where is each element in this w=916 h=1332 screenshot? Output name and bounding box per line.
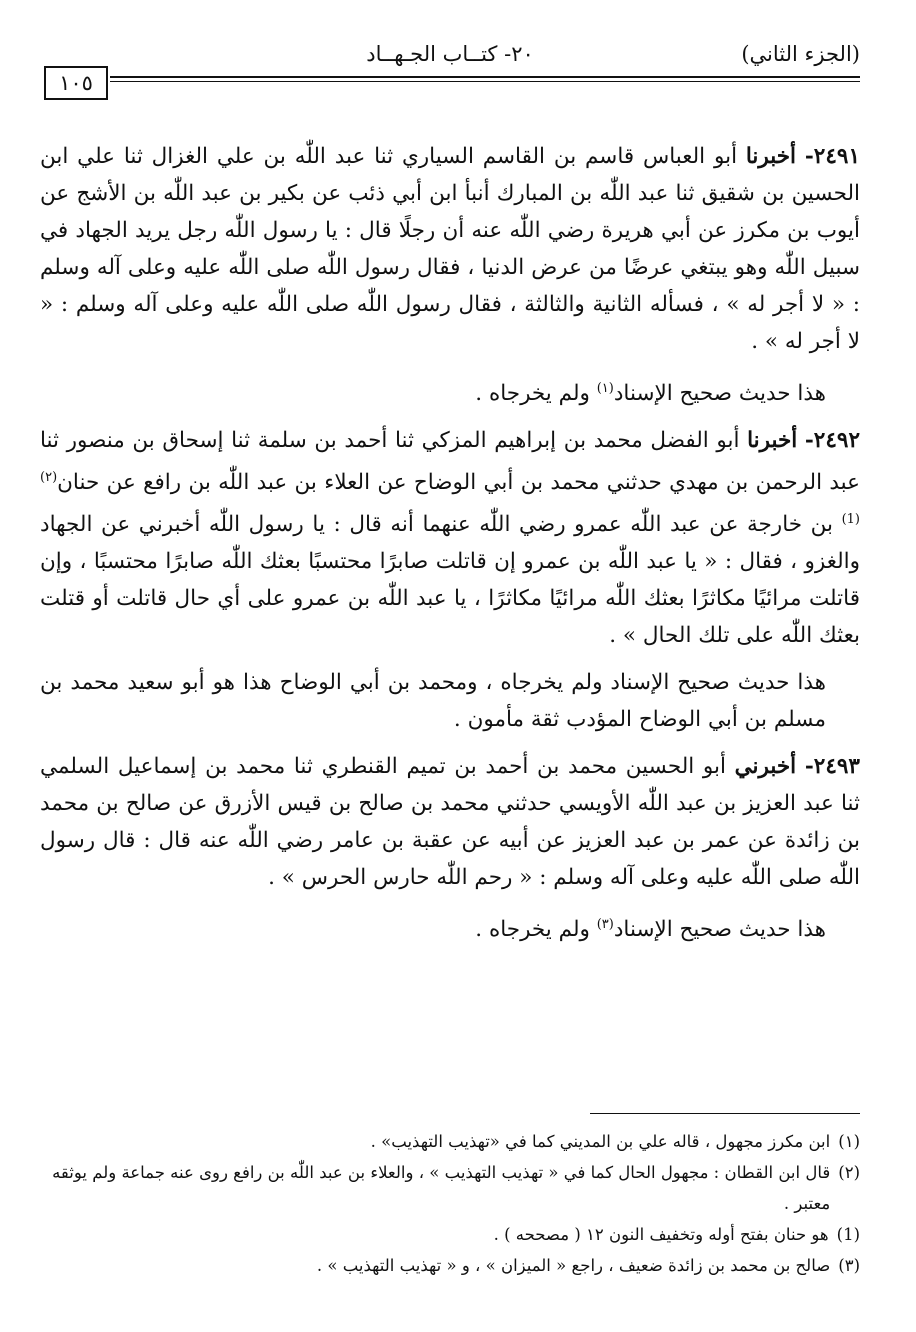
hadith-lead: أخبرنا bbox=[747, 428, 798, 454]
hadith-number: ٢٤٩٣- bbox=[804, 754, 860, 780]
footnote-text: صالح بن محمد بن زائدة ضعيف ، راجع « الميزان » ، و « تهذيب التهذيب » . bbox=[316, 1256, 831, 1275]
footnote bbox=[40, 1219, 860, 1250]
verdict-text-end: ولم يخرجاه . bbox=[475, 381, 597, 407]
hadith-2492 bbox=[40, 422, 860, 654]
hadith-verdict bbox=[40, 370, 860, 412]
hadith-2493 bbox=[40, 748, 860, 896]
verdict-text: هذا حديث صحيح الإسناد bbox=[613, 917, 826, 943]
hadith-verdict: هذا حديث صحيح الإسناد ولم يخرجاه ، ومحمد بن أبي الوضاح هذا هو أبو سعيد محمد بن مسلم بن أبي الوضاح المؤدب ثقة مأمون . bbox=[40, 670, 826, 733]
hadith-lead: أخبرنا bbox=[745, 144, 797, 169]
hadith-number: ٢٤٩١- bbox=[804, 144, 860, 169]
hadith-2491 bbox=[40, 138, 860, 360]
hadith-lead: أخبرني bbox=[734, 754, 797, 780]
header-chapter: ٢٠- كتــاب الجـهــاد bbox=[366, 42, 534, 66]
verdict-text-end: ولم يخرجاه . bbox=[475, 917, 597, 943]
header-rule bbox=[110, 76, 860, 78]
footnote-mark: (١) bbox=[838, 1132, 860, 1151]
header-rule-thin bbox=[110, 81, 860, 82]
footnote-ref: (١) bbox=[596, 381, 614, 396]
footnote-mark: (1) bbox=[836, 1225, 860, 1244]
page-body bbox=[40, 138, 860, 949]
page bbox=[40, 40, 860, 959]
footnote-mark: (٣) bbox=[838, 1256, 860, 1275]
running-header bbox=[40, 40, 860, 95]
header-part: (الجزء الثاني) bbox=[741, 42, 860, 66]
footnote-ref: (٣) bbox=[596, 917, 614, 933]
hadith-number: ٢٤٩٢- bbox=[804, 428, 860, 454]
hadith-text: أبو العباس قاسم بن القاسم السياري ثنا عبد اللّٰه بن علي الغزال ثنا علي ابن الحسين بن شقيق ثنا عبد اللّٰه بن المبارك أنبأ ابن أبي ذئب عن بكير بن عبد اللّٰه بن الأشج عن أيوب بن مكرز عن أبي هريرة رضي اللّٰه عنه أن رجلًا قال : يا رسول اللّٰه رجل يريد الجهاد في سبيل اللّٰه وهو يبتغي عرضًا من عرض الدنيا ، فقال رسول اللّٰه صلى اللّٰه عليه وعلى آله وسلم : « لا أجر له » ، فسأله الثانية والثالثة ، فقال رسول اللّٰه صلى اللّٰه عليه وعلى آله وسلم : « لا أجر له » . bbox=[40, 144, 860, 354]
hadith-text: أبو الفضل محمد بن إبراهيم المزكي ثنا أحمد بن سلمة ثنا إسحاق بن منصور ثنا عبد الرحمن بن مهدي حدثني محمد بن أبي الوضاح عن العلاء بن عبد اللّٰه بن رافع عن حنان bbox=[40, 428, 860, 496]
verdict-text: هذا حديث صحيح الإسناد bbox=[613, 381, 826, 407]
footnotes bbox=[40, 1113, 860, 1281]
footnote-mark: (٢) bbox=[838, 1163, 860, 1182]
page-number: ١٠٥ bbox=[44, 66, 108, 100]
footnote bbox=[40, 1157, 860, 1219]
hadith-text: أبو الحسين محمد بن أحمد بن تميم القنطري ثنا محمد بن إسماعيل السلمي ثنا عبد العزيز بن عبد اللّٰه الأويسي حدثني محمد بن صالح بن قيس الأزرق عن صالح بن محمد بن زائدة عن عمر بن عبد العزيز عن أبيه عن عقبة بن عامر رضي اللّٰه عنه قال : قال رسول اللّٰه صلى اللّٰه عليه وعلى آله وسلم : « رحم اللّٰه حارس الحرس » . bbox=[40, 754, 860, 891]
footnote-text: هو حنان بفتح أوله وتخفيف النون ١٢ ( مصححه ) . bbox=[493, 1225, 829, 1244]
footnote-ref: (٢) (1) bbox=[40, 470, 860, 528]
footnote-separator bbox=[590, 1113, 860, 1114]
footnote bbox=[40, 1250, 860, 1281]
footnote bbox=[40, 1126, 860, 1157]
hadith-text-cont: بن خارجة عن عبد اللّٰه عمرو رضي اللّٰه عنهما أنه قال : يا رسول اللّٰه أخبرني عن الجهاد والغزو ، فقال : « يا عبد اللّٰه بن عمرو إن قاتلت صابرًا محتسبًا بعثك اللّٰه صابرًا محتسبًا ، وإن قاتلت مرائيًا مكاثرًا بعثك اللّٰه مرائيًا مكاثرًا ، يا عبد اللّٰه بن عمرو على أي حال قاتلت أو قتلت بعثك اللّٰه على تلك الحال » . bbox=[40, 512, 860, 649]
footnote-text: قال ابن القطان : مجهول الحال كما في « تهذيب التهذيب » ، والعلاء بن عبد اللّٰه بن رافع روى عنه جماعة ولم يوثقه معتبر . bbox=[52, 1163, 831, 1213]
footnote-text: ابن مكرز مجهول ، قاله علي بن المديني كما في «تهذيب التهذيب» . bbox=[370, 1132, 831, 1151]
hadith-verdict bbox=[40, 906, 860, 948]
